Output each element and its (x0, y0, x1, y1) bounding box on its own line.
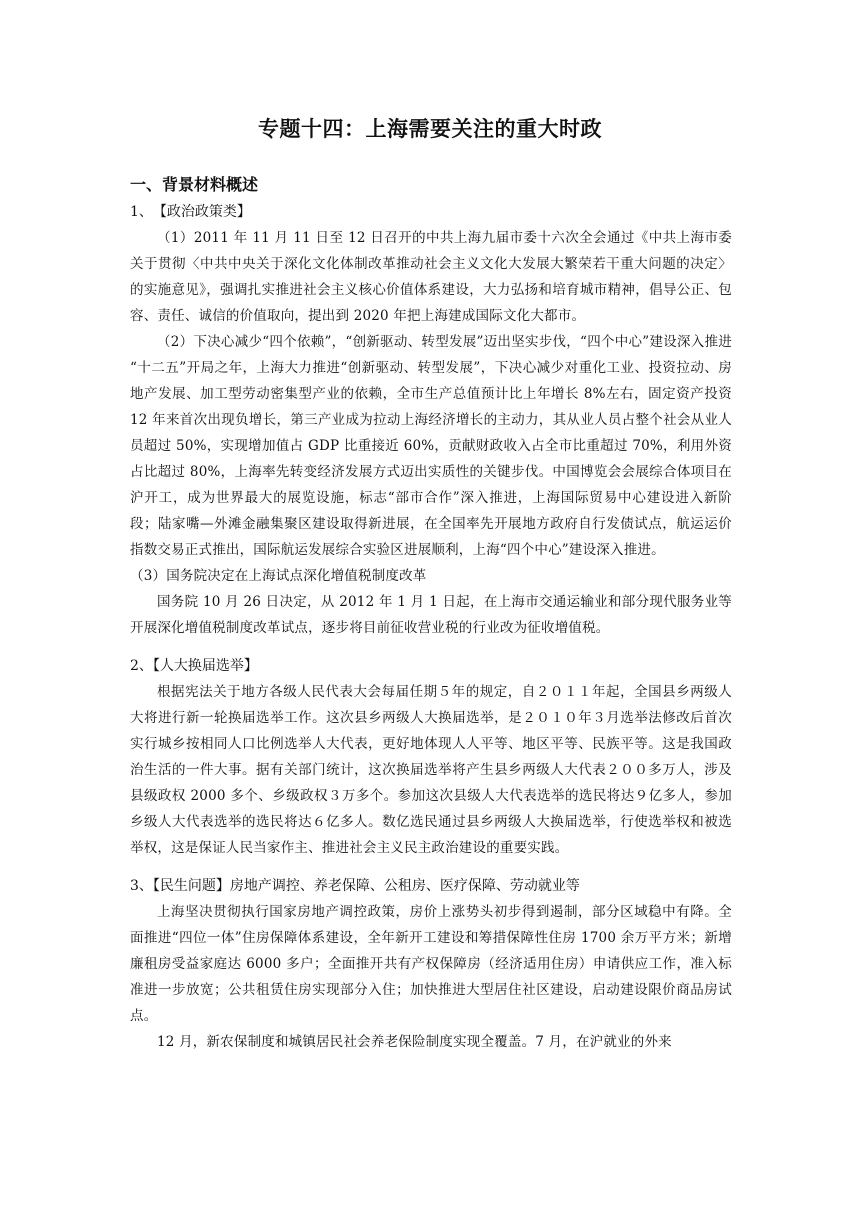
item1-paragraph-3-heading: （3）国务院决定在上海试点深化增值税制度改革 (130, 568, 427, 584)
item1-paragraph-1: （1）2011 年 11 月 11 日至 12 日召开的中共上海九届市委十六次全会通过《中共上海市委关于贯彻〈中共中央关于深化文化体制改革推动社会主义文化大发展大繁荣若干重大问题的决定〉的实施意见》，强调扎实推进社会主义核心价值体系建设，大力弘扬和培育城市精神，倡导公正、包容、责任、诚信的价值取向，提出到 2020 年把上海建成国际文化大都市。 (130, 230, 732, 324)
item3-heading: 3、【民生问题】房地产调控、养老保障、公租房、医疗保障、劳动就业等 (130, 878, 580, 894)
item3-paragraph-1: 上海坚决贯彻执行国家房地产调控政策，房价上涨势头初步得到遏制，部分区域稳中有降。全面推进“四位一体”住房保障体系建设，全年新开工建设和筹措保障性住房 1700 余万平方米；新增廉租房受益家庭达 6000 多户；全面推开共有产权保障房（经济适用住房）申请供应工作，准入标准进一步放宽；公共租赁住房实现部分入住；加快推进大型居住社区建设，启动建设限价商品房试点。 (130, 904, 732, 1024)
item1-heading: 1、 【政治政策类】 (130, 204, 251, 220)
item3-paragraph-2: 12 月，新农保制度和城镇居民社会养老保险制度实现全覆盖。7 月，在沪就业的外来 (157, 1034, 672, 1050)
item2-heading: 2、【人大换届选举】 (130, 658, 258, 674)
item2-paragraph: 根据宪法关于地方各级人民代表大会每届任期５年的规定，自２０１１年起，全国县乡两级人大将进行新一轮换届选举工作。这次县乡两级人大换届选举，是２０１０年３月选举法修改后首次实行城乡按相同人口比例选举人大代表，更好地体现人人平等、地区平等、民族平等。这是我国政治生活的一件大事。据有关部门统计，这次换届选举将产生县乡两级人大代表２００多万人，涉及县级政权 2000 多个、乡级政权３万多个。参加这次县级人大代表选举的选民将达９亿多人，参加乡级人大代表选举的选民将达６亿多人。数亿选民通过县乡两级人大换届选举，行使选举权和被选举权，这是保证人民当家作主、推进社会主义民主政治建设的重要实践。 (130, 684, 732, 856)
document-body (130, 172, 732, 1055)
page-title: 专题十四：上海需要关注的重大时政 (258, 117, 602, 141)
item1-paragraph-3: 国务院 10 月 26 日决定，从 2012 年 1 月 1 日起，在上海市交通运输业和部分现代服务业等开展深化增值税制度改革试点，逐步将目前征收营业税的行业改为征收增值税。 (130, 594, 732, 636)
section-heading: 一、背景材料概述 (130, 175, 259, 194)
item1-paragraph-2: （2）下决心减少“四个依赖”，“创新驱动、转型发展”迈出坚实步伐，“四个中心”建设深入推进 “十二五”开局之年，上海大力推进“创新驱动、转型发展”，下决心减少对重化工业、投资拉动、房地产发展、加工型劳动密集型产业的依赖，全市生产总值预计比上年增长 8%左右，固定资产投资 12 年来首次出现负增长，第三产业成为拉动上海经济增长的主动力，其从业人员占整个社会从业人员超过 50%，实现增加值占 GDP 比重接近 60%，贡献财政收入占全市比重超过 70%，利用外资占比超过 80%，上海率先转变经济发展方式迈出实质性的关键步伐。中国博览会会展综合体项目在沪开工，成为世界最大的展览设施，标志“部市合作”深入推进，上海国际贸易中心建设进入新阶段；陆家嘴—外滩金融集聚区建设取得新进展，在全国率先开展地方政府自行发债试点，航运运价指数交易正式推出，国际航运发展综合实验区进展顺利，上海“四个中心”建设深入推进。 (130, 334, 732, 558)
